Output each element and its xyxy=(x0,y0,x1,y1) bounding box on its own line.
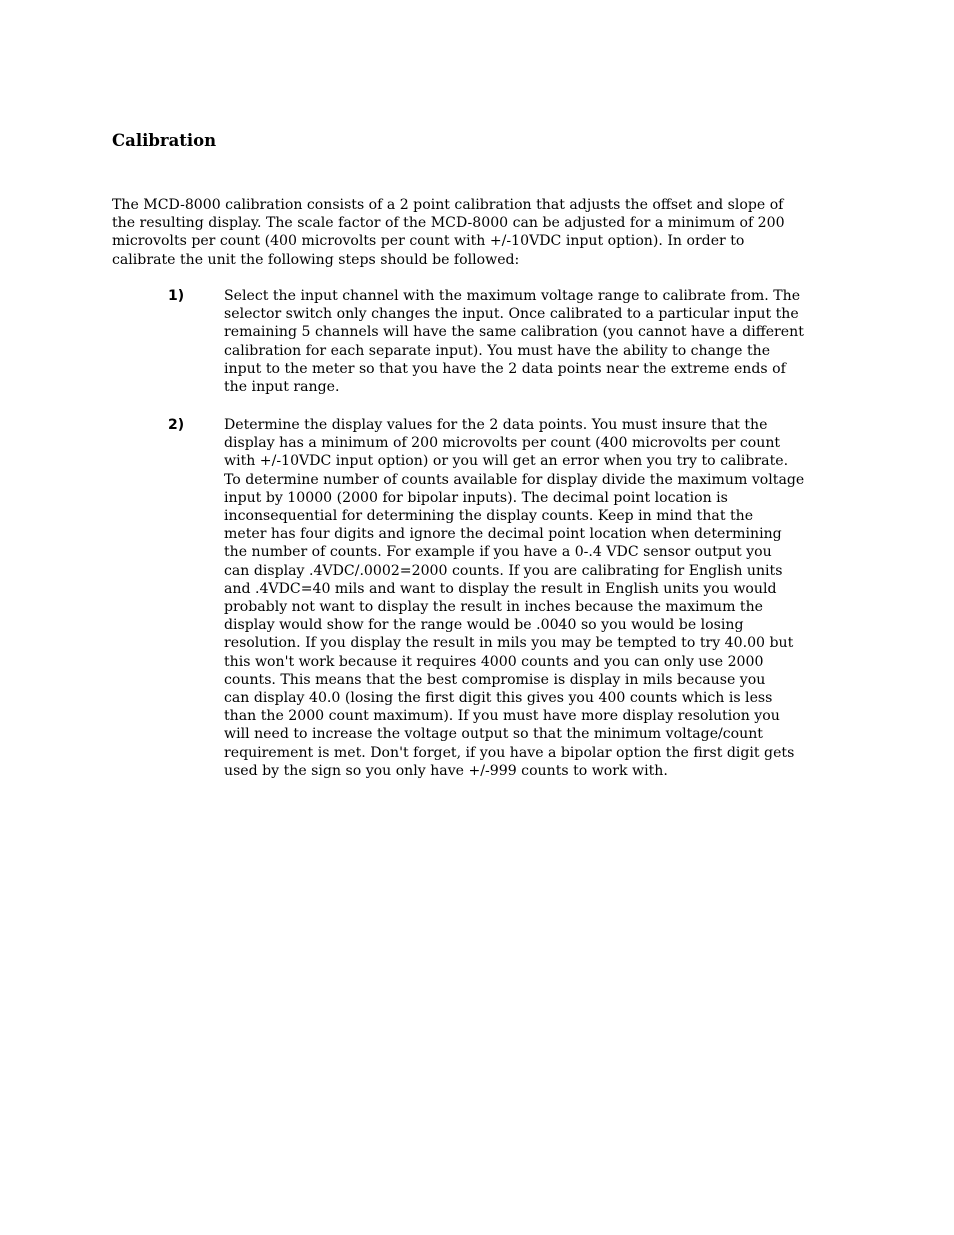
step-number: 1) xyxy=(168,288,185,304)
step-text xyxy=(224,287,849,396)
step-line: selector switch only changes the input. Once calibrated to a particular input the xyxy=(224,306,799,323)
step-line: than the 2000 count maximum). If you must have more display resolution you xyxy=(224,708,780,725)
step-line: and .4VDC=40 mils and want to display the result in English units you would xyxy=(224,580,777,597)
step-line: the input range. xyxy=(224,379,340,396)
step-line: can display .4VDC/.0002=2000 counts. If you are calibrating for English units xyxy=(224,562,783,579)
step-line: To determine number of counts available for display divide the maximum voltage xyxy=(224,471,805,488)
intro-line: the resulting display. The scale factor of the MCD-8000 can be adjusted for a minimum of 200 xyxy=(112,215,785,232)
step-line: Determine the display values for the 2 data points. You must insure that the xyxy=(224,417,768,433)
step-line: will need to increase the voltage output so that the minimum voltage/count xyxy=(224,726,763,743)
step-line: with +/-10VDC input option) or you will get an error when you try to calibrate. xyxy=(224,453,789,470)
step-line: display would show for the range would be .0040 so you would be losing xyxy=(224,617,744,634)
step-line: probably not want to display the result in inches because the maximum the xyxy=(224,599,764,616)
intro-paragraph xyxy=(112,196,852,269)
section-heading: Calibration xyxy=(112,131,217,150)
step-line: resolution. If you display the result in mils you may be tempted to try 40.00 but xyxy=(224,635,794,652)
step-text xyxy=(224,416,849,780)
step-line: input by 10000 (2000 for bipolar inputs). The decimal point location is xyxy=(224,489,728,506)
step-line: this won't work because it requires 4000 counts and you can only use 2000 xyxy=(224,653,764,670)
step-line: requirement is met. Don't forget, if you have a bipolar option the first digit gets xyxy=(224,744,795,761)
step-line: inconsequential for determining the display counts. Keep in mind that the xyxy=(224,508,754,525)
step-line: input to the meter so that you have the 2 data points near the extreme ends of xyxy=(224,360,786,377)
step-line: can display 40.0 (losing the first digit this gives you 400 counts which is less xyxy=(224,690,773,707)
step-line: remaining 5 channels will have the same calibration (you cannot have a different xyxy=(224,324,804,341)
step-line: calibration for each separate input). You must have the ability to change the xyxy=(224,342,771,359)
step-line: meter has four digits and ignore the decimal point location when determining xyxy=(224,526,782,543)
step-number: 2) xyxy=(168,417,185,433)
step-line: display has a minimum of 200 microvolts per count (400 microvolts per count xyxy=(224,435,781,452)
intro-line: calibrate the unit the following steps should be followed: xyxy=(112,251,520,268)
step-line: counts. This means that the best compromise is display in mils because you xyxy=(224,671,766,688)
step-line: used by the sign so you only have +/-999 counts to work with. xyxy=(224,762,668,779)
step-line: Select the input channel with the maximum voltage range to calibrate from. The xyxy=(224,288,801,304)
step-line: the number of counts. For example if you have a 0-.4 VDC sensor output you xyxy=(224,544,772,561)
intro-line: The MCD-8000 calibration consists of a 2 point calibration that adjusts the offset and slope of xyxy=(112,197,784,213)
intro-line: microvolts per count (400 microvolts per count with +/-10VDC input option). In order to xyxy=(112,233,745,250)
